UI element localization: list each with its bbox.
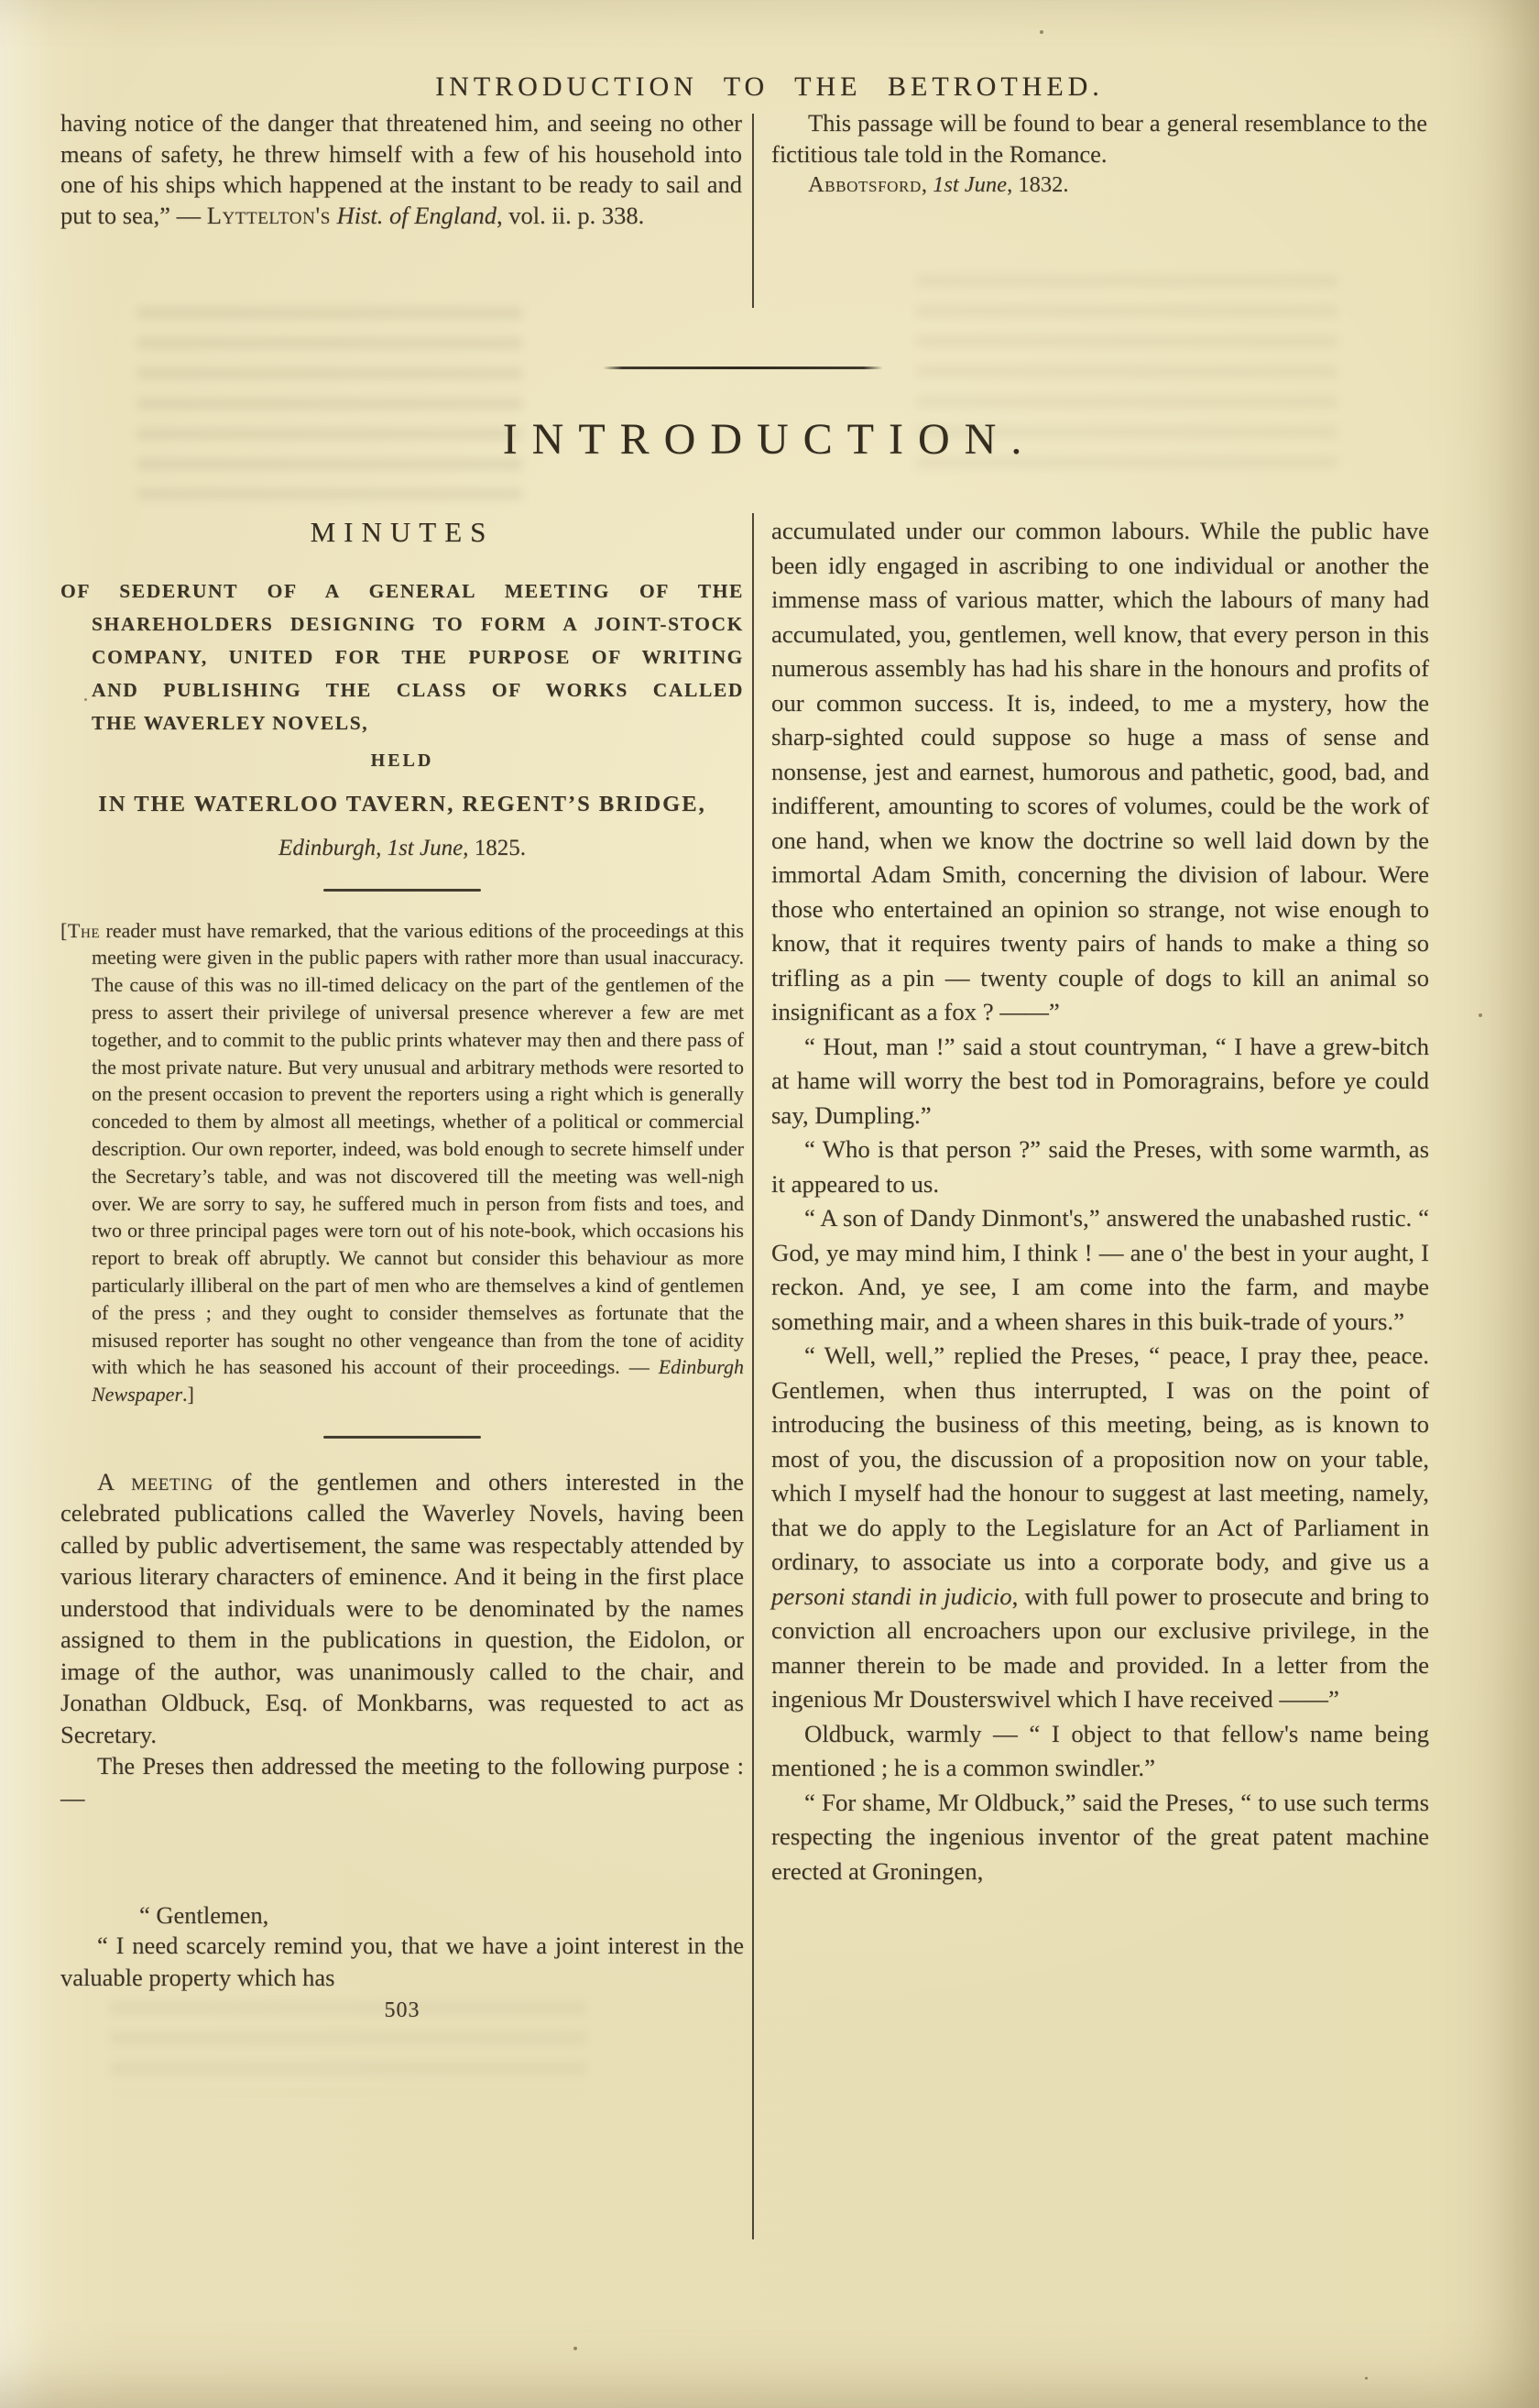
prefatory-quote bbox=[60, 108, 742, 231]
speech-paragraph bbox=[771, 1133, 1429, 1201]
speech-paragraph bbox=[771, 1339, 1429, 1717]
abbotsford-dateline bbox=[771, 170, 1427, 201]
section-rule bbox=[323, 1436, 481, 1439]
main-left-column bbox=[60, 516, 744, 2023]
edinburgh-dateline bbox=[60, 836, 744, 861]
speech-opening: “ I need scarcely remind you, that we have a joint interest in the valuable property which has bbox=[60, 1932, 744, 1991]
section-rule bbox=[603, 367, 883, 369]
text-run: Lyttelton's bbox=[206, 201, 331, 229]
prefatory-note: This passage will be found to bear a general resemblance to the fictitious tale told in the Romance. bbox=[771, 109, 1427, 168]
section-rule bbox=[323, 889, 481, 892]
text-run: having notice of the danger that threatened him, and seeing no other means of safety, he threw himself with a few of his household into one of his ships which happened at the instant to be ready to sail and put to sea,” — bbox=[60, 109, 742, 229]
page-showthrough bbox=[137, 307, 522, 499]
paper-speck bbox=[573, 2347, 577, 2350]
text-run: meeting bbox=[131, 1467, 213, 1495]
running-header: INTRODUCTION TO THE BETROTHED. bbox=[435, 71, 1104, 102]
text-run: [The bbox=[60, 918, 101, 942]
text-run: Edinburgh Newspaper bbox=[92, 1355, 744, 1406]
text-run: 1st June bbox=[933, 172, 1008, 198]
text-run: 1825. bbox=[468, 836, 526, 860]
main-right-column bbox=[771, 514, 1429, 1888]
venue-caption: IN THE WATERLOO TAVERN, REGENT’S BRIDGE, bbox=[98, 792, 706, 816]
speech-paragraph bbox=[771, 1030, 1429, 1133]
text-run: , bbox=[921, 172, 933, 198]
speech-paragraph bbox=[771, 1201, 1429, 1339]
text-run: , with full power to prosecute and bring to conviction all encroachers upon our exclusive privilege, in the manner therein to be made and provided. In a letter from the ingenious Mr Dousterswivel which I have received ——” bbox=[771, 1582, 1429, 1713]
gentlemen-salutation: “ Gentlemen, bbox=[139, 1901, 269, 1930]
paper-speck bbox=[1040, 30, 1043, 34]
text-run bbox=[331, 202, 337, 229]
text-run: .] bbox=[182, 1383, 194, 1406]
sederunt-line: OF SEDERUNT OF A GENERAL MEETING OF THE bbox=[60, 580, 744, 602]
text-run: Edinburgh, 1st June, bbox=[278, 836, 469, 860]
text-run: , 1832. bbox=[1007, 172, 1069, 198]
text-run: accumulated under our common labours. While the public have been idly engaged in ascribing to one individual or another the immense mass of various matter, which the labours of many had accumulated, you, gentlemen, well know, that every person in this numerous assembly has had his share in the honours and profits of our common success. It is, indeed, to me a mystery, how the sharp-sighted could suppose so huge a mass of sense and nonsense, jest and earnest, humorous and pathetic, good, bad, and indifferent, amounting to scores of volumes, could be the work of one hand, when we know the doctrine so well laid down by the immortal Adam Smith, concerning the division of labour. Were those who entertained an opinion so strange, not wise enough to know, that it requires twenty pairs of hands to make a thing so trifling as a pin — twenty couple of dogs to kill an animal so insignificant as a fox ? ——” bbox=[771, 517, 1429, 1025]
text-run: “ For shame, Mr Oldbuck,” said the Preses, “ to use such terms respecting the ingenious inventor of the great patent machine erected at Groningen, bbox=[771, 1788, 1429, 1885]
page-number: 503 bbox=[384, 1998, 420, 2023]
sederunt-line: COMPANY, UNITED FOR THE PURPOSE OF WRITING bbox=[92, 646, 744, 668]
meeting-paragraph bbox=[60, 1466, 744, 1751]
text-run: Abbotsford bbox=[808, 172, 922, 198]
speech-paragraph bbox=[771, 1786, 1429, 1889]
paper-speck bbox=[84, 698, 87, 701]
sederunt-caption bbox=[60, 575, 744, 739]
text-run: A bbox=[97, 1467, 132, 1495]
column-divider-rule-main bbox=[752, 513, 754, 2239]
paper-speck bbox=[1365, 2377, 1368, 2380]
text-run: reader must have remarked, that the various editions of the proceedings at this meeting were given in the public papers with rather more than usual inaccuracy. The cause of this was no ill-timed delicacy on the part of the gentlemen of the press to assert their privilege of universal presence wherever a few are met together, and to commit to the public prints whatever may then and there pass of the most private nature. But very unusual and arbitrary methods were resorted to on the present occasion to prevent the reporters using a right which is generally conceded to them by almost all meetings, whether of a political or commercial description. Our own reporter, indeed, was bold enough to secrete himself under the Secretary’s table, and was not discovered till the meeting was well-nigh over. We are sorry to say, he suffered much in person from fists and toes, and two or three principal pages were torn out of his note-book, which occasions his report to break off abruptly. We cannot but consider this behaviour as more particularly illiberal on the part of men who are themselves a kind of gentlemen of the press ; and they ought to consider themselves as fortunate that the misused reporter has sought no other vengeance than from the tone of acidity with which he has seasoned his account of their proceedings. — bbox=[92, 918, 744, 1379]
text-run: Hist. of England bbox=[336, 201, 497, 229]
top-left-column bbox=[60, 108, 742, 231]
page-title: INTRODUCTION. bbox=[502, 415, 1037, 464]
held-caption: HELD bbox=[370, 750, 434, 771]
column-divider-rule-top bbox=[752, 114, 754, 308]
text-run: personi standi in judicio bbox=[771, 1582, 1012, 1610]
top-right-column bbox=[771, 108, 1427, 201]
sederunt-line: THE WAVERLEY NOVELS, bbox=[92, 712, 369, 734]
minutes-heading: MINUTES bbox=[310, 516, 495, 548]
text-run: “ Well, well,” replied the Preses, “ peace, I pray thee, peace. Gentlemen, when thus interrupted, I was on the point of introducing the business of this meeting, being, as is known to most of you, the discussion of a proposition now on your table, which I myself had the honour to suggest at last meeting, namely, that we do apply to the Legislature for an Act of Parliament in ordinary, to associate us into a corporate body, and give us a bbox=[771, 1341, 1429, 1575]
text-run: of the gentlemen and others interested in the celebrated publications called the Waverley Novels, having been called by public advertisement, the same was respectably attended by various literary characters of eminence. And it being in the first place understood that individuals were to be denominated by the names assigned to them in the publications in question, the Eidolon, or image of the author, was unanimously called to the chair, and Jonathan Oldbuck, Esq. of Monkbarns, was requested to act as Secretary. bbox=[60, 1467, 744, 1748]
speech-paragraph bbox=[771, 514, 1429, 1030]
preses-paragraph: The Preses then addressed the meeting to the following purpose :— bbox=[60, 1752, 744, 1811]
sederunt-line: AND PUBLISHING THE CLASS OF WORKS CALLED bbox=[92, 679, 744, 701]
text-run: “ Who is that person ?” said the Preses, with some warmth, as it appeared to us. bbox=[771, 1135, 1429, 1198]
text-run: “ A son of Dandy Dinmont's,” answered the unabashed rustic. “ God, ye may mind him, I think ! — ane o' the best in your aught, I reckon. And, ye see, I am come into the farm, and maybe something mair, and a wheen shares in this buik-trade of yours.” bbox=[771, 1204, 1429, 1335]
text-run: , vol. ii. p. 338. bbox=[497, 201, 645, 229]
editor-note bbox=[60, 917, 744, 1408]
text-run: Oldbuck, warmly — “ I object to that fellow's name being mentioned ; he is a common swindler.” bbox=[771, 1719, 1429, 1781]
paper-speck bbox=[1479, 1013, 1482, 1017]
speech-paragraph bbox=[771, 1717, 1429, 1786]
sederunt-line: SHAREHOLDERS DESIGNING TO FORM A JOINT-STOCK bbox=[92, 613, 744, 635]
text-run: “ Hout, man !” said a stout countryman, “ I have a grew-bitch at hame will worry the best tod in Pomoragrains, before ye could say, Dumpling.” bbox=[771, 1032, 1429, 1129]
